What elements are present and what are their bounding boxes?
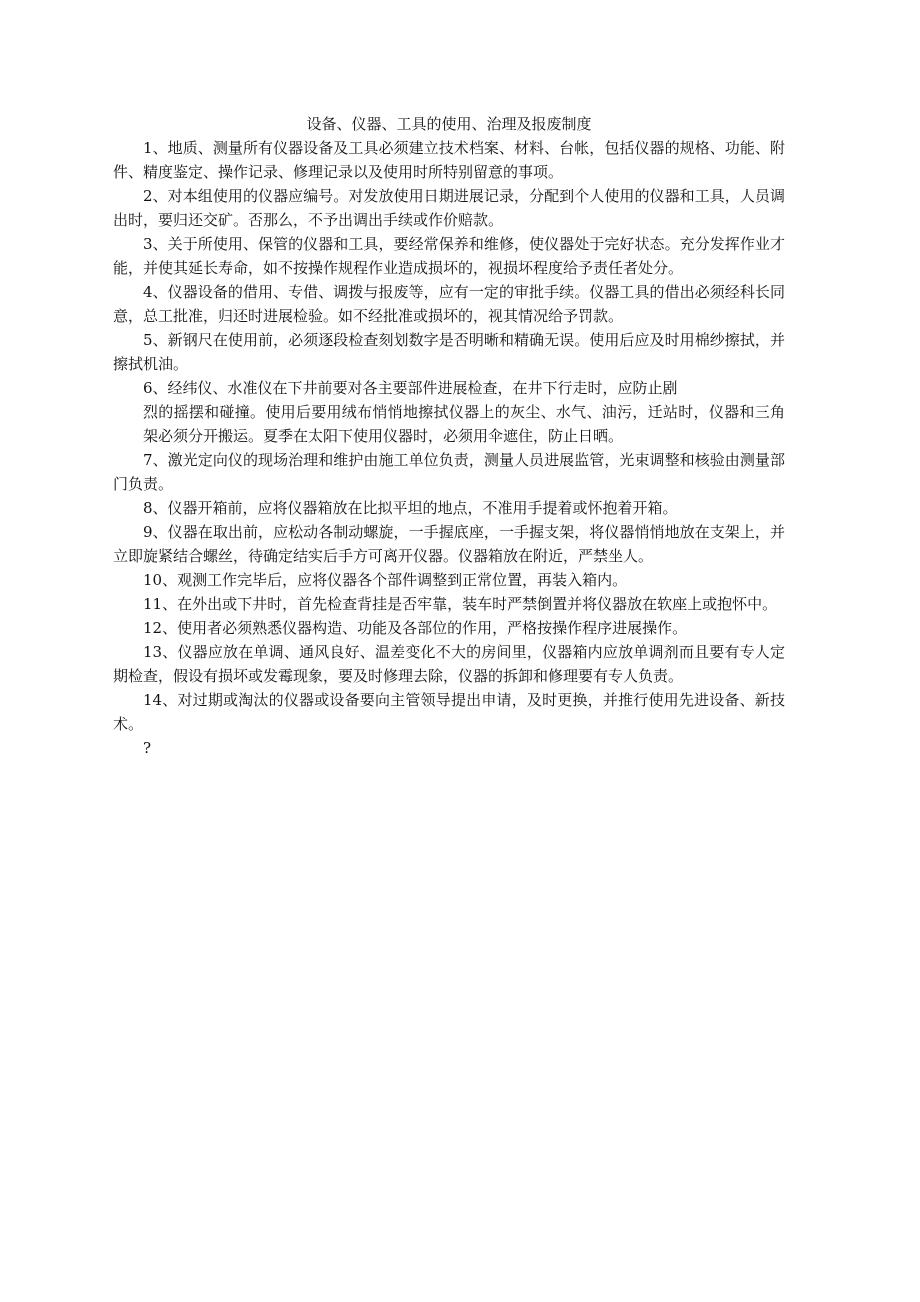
paragraph-5: 5、新钢尺在使用前，必须逐段检查刻划数字是否明晰和精确无误。使用后应及时用棉纱擦拭，并擦拭机油。 xyxy=(113,331,785,373)
paragraph-1: 1、地质、测量所有仪器设备及工具必须建立技术档案、材料、台帐，包括仪器的规格、功能、附件、精度鉴定、操作记录、修理记录以及使用时所特别留意的事项。 xyxy=(113,139,785,181)
paragraph-2: 2、对本组使用的仪器应编号。对发放使用日期进展记录，分配到个人使用的仪器和工具，人员调出时，要归还交矿。否那么，不予出调出手续或作价赔款。 xyxy=(113,187,785,229)
document-body xyxy=(113,112,785,760)
trailing-question-mark: ? xyxy=(143,739,152,757)
paragraph-6-continued-text: 烈的摇摆和碰撞。使用后要用绒布悄悄地擦拭仪器上的灰尘、水气、油污，迁站时，仪器和三角架必须分开搬运。夏季在太阳下使用仪器时，必须用伞遮住，防止日晒。 xyxy=(143,403,785,445)
document-title: 设备、仪器、工具的使用、治理及报废制度 xyxy=(306,115,592,133)
paragraph-12: 12、使用者必须熟悉仪器构造、功能及各部位的作用，严格按操作程序进展操作。 xyxy=(143,619,688,637)
paragraph-4: 4、仪器设备的借用、专借、调拨与报废等，应有一定的审批手续。仪器工具的借出必须经科长同意，总工批准，归还时进展检验。如不经批准或损坏的，视其情况给予罚款。 xyxy=(113,283,785,325)
paragraph-9: 9、仪器在取出前，应松动各制动螺旋，一手握底座，一手握支架，将仪器悄悄地放在支架上，并立即旋紧结合螺丝，待确定结实后手方可离开仪器。仪器箱放在附近，严禁坐人。 xyxy=(113,523,785,565)
paragraph-14: 14、对过期或淘汰的仪器或设备要向主管领导提出申请，及时更换，并推行使用先进设备、新技术。 xyxy=(113,691,785,733)
paragraph-6-continued xyxy=(113,400,785,448)
paragraph-3: 3、关于所使用、保管的仪器和工具，要经常保养和维修，使仪器处于完好状态。充分发挥作业才能，并使其延长寿命，如不按操作规程作业造成损坏的，视损坏程度给予责任者处分。 xyxy=(113,235,785,277)
paragraph-7: 7、激光定向仪的现场治理和维护由施工单位负责，测量人员进展监管，光束调整和核验由测量部门负责。 xyxy=(113,451,785,493)
paragraph-6: 6、经纬仪、水准仪在下井前要对各主要部件进展检查，在井下行走时，应防止剧 xyxy=(143,379,678,397)
paragraph-11: 11、在外出或下井时，首先检查背挂是否牢靠，装车时严禁倒置并将仪器放在软座上或抱怀中。 xyxy=(143,595,778,613)
paragraph-13: 13、仪器应放在单调、通风良好、温差变化不大的房间里，仪器箱内应放单调剂而且要有专人定期检查，假设有损坏或发霉现象，要及时修理去除，仪器的拆卸和修理要有专人负责。 xyxy=(113,643,785,685)
paragraph-8: 8、仪器开箱前，应将仪器箱放在比拟平坦的地点，不准用手提着或怀抱着开箱。 xyxy=(143,499,678,517)
paragraph-10: 10、观测工作完毕后，应将仪器各个部件调整到正常位置，再装入箱内。 xyxy=(143,571,628,589)
